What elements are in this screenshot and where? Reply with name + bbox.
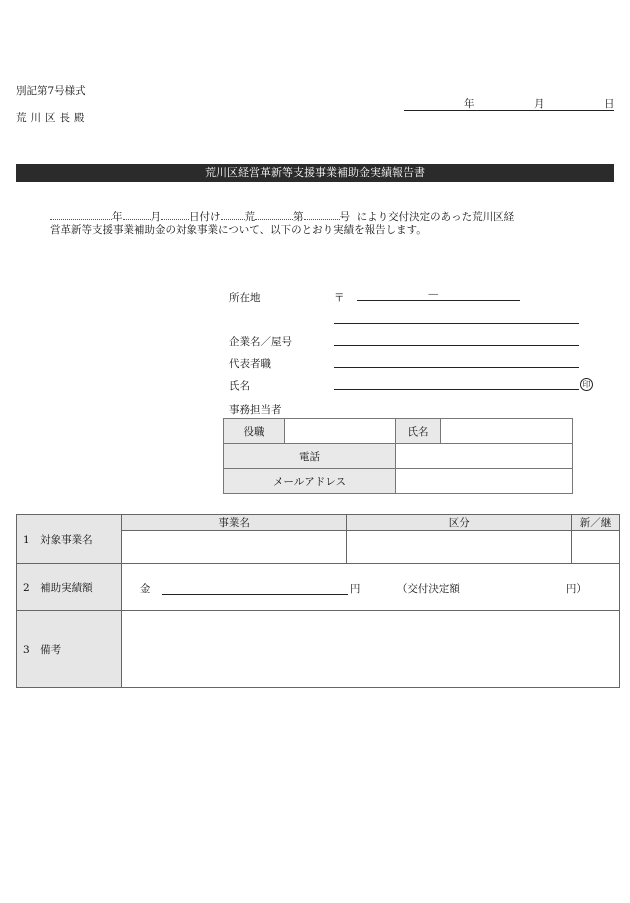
new-cont-field[interactable]: [572, 531, 620, 564]
intro-number-blank[interactable]: [304, 208, 340, 220]
seal-mark: [580, 378, 593, 391]
remarks-label: 3 備考: [17, 611, 122, 688]
postal-dash: —: [428, 288, 439, 300]
address-field[interactable]: [334, 323, 579, 324]
phone-field[interactable]: [396, 444, 573, 469]
form-number: 別記第7号様式: [16, 85, 86, 97]
intro-ara-blank[interactable]: [255, 208, 293, 220]
email-label: メールアドレス: [224, 469, 396, 494]
category-field[interactable]: [347, 531, 572, 564]
intro-month-blank[interactable]: [123, 208, 151, 220]
date-year-label: 年: [464, 98, 475, 110]
intro-line1-tail: により交付決定のあった荒川区経: [356, 211, 515, 223]
intro-month: 月: [150, 211, 161, 223]
name-label: 氏名: [229, 380, 250, 392]
rep-title-label: 代表者職: [229, 358, 271, 370]
company-label: 企業名／屋号: [229, 336, 292, 348]
contact-name-field[interactable]: [441, 419, 573, 444]
location-label: 所在地: [229, 292, 261, 304]
intro-year-blank[interactable]: [50, 208, 112, 220]
intro-date-suffix: 日付け: [189, 211, 221, 223]
subsidy-amount-cell: [121, 564, 619, 611]
business-name-field[interactable]: [121, 531, 347, 564]
postal-code-field[interactable]: [357, 300, 520, 301]
amount-yen: 円: [349, 583, 361, 595]
seal-icon: 印: [580, 378, 593, 391]
postal-mark: 〒: [334, 292, 345, 304]
document-title: 荒川区経営革新等支援事業補助金実績報告書: [16, 164, 614, 182]
intro-day-blank[interactable]: [161, 208, 189, 220]
decision-amount-label: （交付決定額: [396, 583, 460, 595]
position-field[interactable]: [285, 419, 396, 444]
contact-person-label: 事務担当者: [229, 404, 282, 416]
contact-name-label: 氏名: [396, 419, 441, 444]
new-cont-header: 新／継: [572, 515, 620, 531]
date-month-label: 月: [534, 98, 545, 110]
main-table: [16, 514, 620, 688]
business-name-header: 事業名: [121, 515, 347, 531]
email-field[interactable]: [396, 469, 573, 494]
decision-amount-yen: 円）: [565, 583, 587, 595]
intro-dai: 第: [293, 211, 304, 223]
intro-line-2: 営革新等支援事業補助金の対象事業について、以下のとおり実績を報告します。: [50, 224, 427, 236]
intro-go: 号: [339, 211, 350, 223]
contact-table: [223, 418, 573, 494]
intro-year: 年: [112, 211, 123, 223]
company-field[interactable]: [334, 345, 579, 346]
intro-pre-ara-blank[interactable]: [221, 208, 245, 220]
addressee: 荒川区長殿: [16, 112, 89, 124]
rep-title-field[interactable]: [334, 367, 579, 368]
date-field[interactable]: [404, 96, 614, 111]
name-field[interactable]: [334, 389, 579, 390]
intro-ara: 荒: [244, 211, 255, 223]
target-business-label: 1 対象事業名: [17, 515, 122, 564]
remarks-field[interactable]: [121, 611, 619, 688]
position-label: 役職: [224, 419, 285, 444]
category-header: 区分: [347, 515, 572, 531]
amount-field[interactable]: [162, 594, 348, 595]
amount-prefix: 金: [139, 583, 151, 595]
subsidy-amount-label: 2 補助実績額: [17, 564, 122, 611]
date-day-label: 日: [604, 98, 615, 110]
phone-label: 電話: [224, 444, 396, 469]
